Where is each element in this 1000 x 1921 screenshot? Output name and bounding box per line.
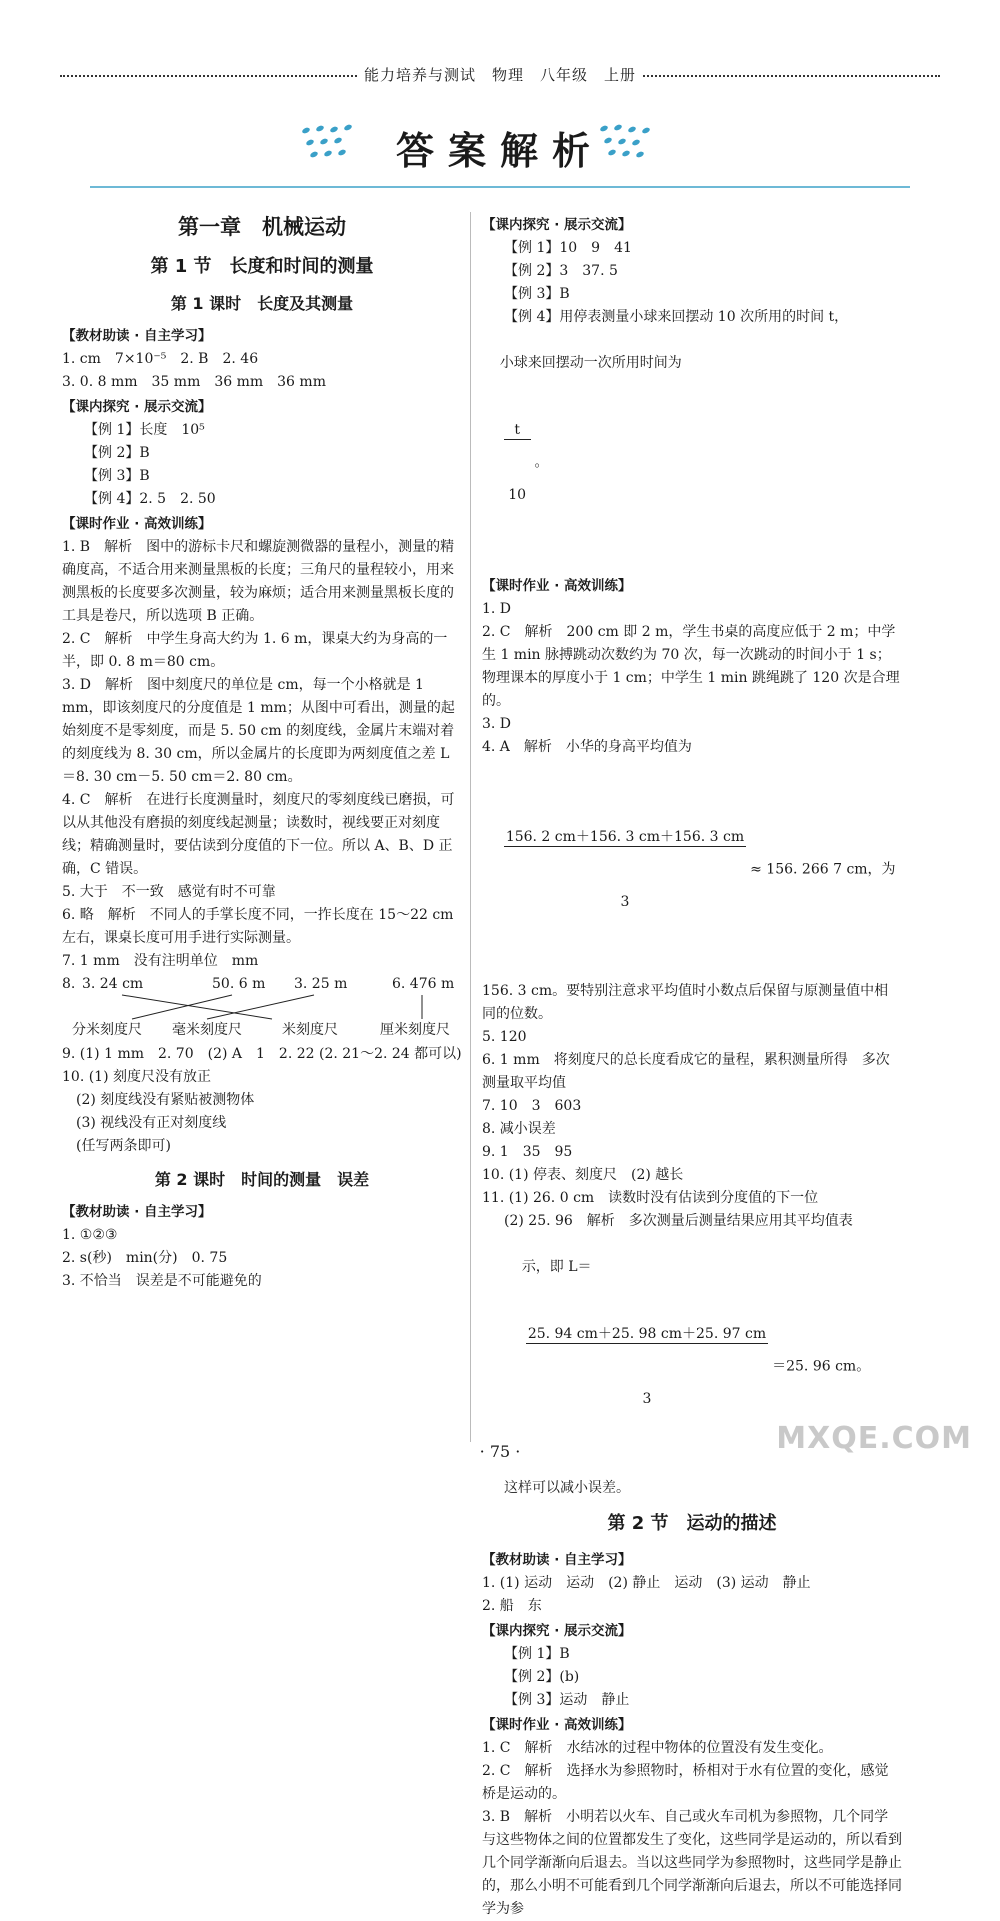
- answer-item: 2. C 解析 中学生身高大约为 1. 6 m，课桌大约为身高的一半，即 0. 8 m＝80 cm。: [62, 631, 448, 670]
- answer-item: 1. ①②③: [62, 1227, 118, 1243]
- answer-item: 3. B 解析 小明若以火车、自己或火车司机为参照物，几个同学与这些物体之间的位置都发生了变化，这些同学是运动的，所以看到几个同学渐渐向后退去。当以这些同学为参照物时，这些同学是静止的，那么小明不可能看到几个同学渐渐向后退去，所以不可能选择同学为参: [482, 1809, 902, 1917]
- answer-subitem: (任写两条即可): [76, 1138, 171, 1154]
- block-heading: 【教材助读 · 自主学习】: [62, 328, 212, 344]
- example-answer: 【例 3】B: [84, 468, 150, 484]
- answer-item: 10. (1) 停表、刻度尺 (2) 越长: [482, 1167, 684, 1183]
- example-answer: 【例 2】3 37. 5: [504, 263, 618, 279]
- answer-item: 4. A 解析 小华的身高平均值为: [482, 739, 692, 755]
- answer-item: 7. 1 mm 没有注明单位 mm: [62, 953, 259, 969]
- example-text: 小球来回摆动一次所用时间为: [499, 355, 682, 371]
- answer-item: 2. C 解析 200 cm 即 2 m，学生书桌的高度应低于 2 m；中学生 1 min 脉搏跳动次数约为 70 次，每一次跳动的时间小于 1 s；物理课本的厚度小于 1 cm；中学生 1 min 跳绳跳了 120 次是合理的。: [482, 624, 900, 709]
- answer-item: 2. s(秒) min(分) 0. 75: [62, 1250, 228, 1266]
- example-answer: 【例 4】用停表测量小球来回摆动 10 次所用的时间 t，: [504, 309, 849, 325]
- example-answer: 【例 1】B: [504, 1646, 570, 1662]
- section-title: 第 1 节 长度和时间的测量: [150, 256, 374, 277]
- match-bottom-item: 分米刻度尺: [72, 1022, 142, 1038]
- banner: [0, 120, 1000, 175]
- banner-rule: [90, 186, 910, 188]
- block-heading: 【课时作业 · 高效训练】: [482, 578, 632, 594]
- fraction-denominator: 10: [508, 487, 527, 503]
- example-answer-cont: 小球来回摆动一次所用时间为 $\frac{t}{10}$ 。: [482, 329, 902, 573]
- match-top-item: 3. 24 cm: [82, 976, 144, 992]
- example-answer: 【例 3】运动 静止: [504, 1692, 630, 1708]
- block-heading: 【课内探究 · 展示交流】: [482, 217, 632, 233]
- answer-item: 5. 大于 不一致 感觉有时不可靠: [62, 884, 276, 900]
- block-heading: 【教材助读 · 自主学习】: [482, 1552, 632, 1568]
- formula-line: [482, 759, 902, 980]
- chapter-title: 第一章 机械运动: [178, 215, 346, 239]
- section-title: 第 2 节 运动的描述: [607, 1513, 777, 1534]
- answer-item: 10. (1) 刻度尺没有放正: [62, 1069, 211, 1085]
- page-number: · 75 ·: [479, 1442, 521, 1461]
- answer-item: 1. B 解析 图中的游标卡尺和螺旋测微器的量程小，测量的精确度高，不适合用来测量黑板的长度；三角尺的量程较小，用来测黑板的长度要多次测量，较为麻烦；适合用来测量黑板长度的工具是卷尺，所以选项 B 正确。: [62, 539, 455, 624]
- left-column: [62, 212, 462, 1293]
- right-column: [482, 212, 902, 1921]
- answer-item: 5. 120: [482, 1029, 527, 1045]
- column-divider: [470, 212, 471, 1442]
- formula-result: ＝25. 96 cm。: [772, 1358, 871, 1375]
- answer-line: 1. cm 7×10⁻⁵ 2. B 2. 46: [62, 351, 259, 367]
- matching-diagram: [62, 973, 462, 1041]
- answer-subitem: (3) 视线没有正对刻度线: [76, 1115, 227, 1131]
- block-heading: 【教材助读 · 自主学习】: [62, 1204, 212, 1220]
- answer-line: 3. 0. 8 mm 35 mm 36 mm 36 mm: [62, 374, 326, 390]
- block-heading: 【课时作业 · 高效训练】: [62, 516, 212, 532]
- example-answer: 【例 4】2. 5 2. 50: [84, 491, 216, 507]
- answer-item: 7. 10 3 603: [482, 1098, 582, 1114]
- answer-subitem: (2) 25. 96 解析 多次测量后测量结果应用其平均值表: [504, 1213, 853, 1229]
- formula-prefix: 示，即 L＝: [521, 1259, 592, 1275]
- answer-item: 6. 略 解析 不同人的手掌长度不同，一拃长度在 15～22 cm 左右，课桌长度可用手进行实际测量。: [62, 907, 458, 946]
- banner-title: 答案解析: [395, 129, 604, 173]
- answer-item: 11. (1) 26. 0 cm 读数时没有估读到分度值的下一位: [482, 1190, 819, 1206]
- block-heading: 【课时作业 · 高效训练】: [482, 1717, 632, 1733]
- lesson-title: 第 2 课时 时间的测量 误差: [154, 1170, 370, 1189]
- answer-item: 3. D 解析 图中刻度尺的单位是 cm，每一个小格就是 1 mm，即该刻度尺的分度值是 1 mm；从图中可看出，测量的起始刻度不是零刻度，而是 5. 50 cm 的刻度线，金属片末端对着的刻度线为 8. 30 cm，所以金属片的长度即为两刻度值之差 L＝8. 30 cm－5. 50 cm＝2. 80 cm。: [62, 677, 455, 785]
- fraction-denominator: 3: [620, 894, 630, 910]
- match-top-item: 6. 476 m: [392, 976, 455, 992]
- answer-item: 9. (1) 1 mm 2. 70 (2) A 1 2. 22 (2. 21～2. 24 都可以): [62, 1046, 462, 1062]
- formula-result: ≈ 156. 266 7 cm，为: [750, 861, 896, 878]
- match-bottom-item: 厘米刻度尺: [380, 1022, 450, 1038]
- example-answer: 【例 1】长度 10⁵: [84, 422, 205, 438]
- answer-item: 2. 船 东: [482, 1598, 542, 1614]
- answer-item: 1. (1) 运动 运动 (2) 静止 运动 (3) 运动 静止: [482, 1575, 811, 1591]
- example-answer: 【例 1】10 9 41: [504, 240, 632, 256]
- answer-item: 6. 1 mm 将刻度尺的总长度看成它的量程，累积测量所得 多次测量取平均值: [482, 1052, 890, 1091]
- match-top-item: 3. 25 m: [294, 976, 348, 992]
- answer-item: 8. 减小误差: [482, 1121, 556, 1137]
- running-header: [60, 64, 940, 86]
- example-answer: 【例 3】B: [504, 286, 570, 302]
- answer-item: 3. 不恰当 误差是不可能避免的: [62, 1273, 262, 1289]
- match-bottom-item: 毫米刻度尺: [172, 1022, 242, 1038]
- matching-lines: [62, 991, 462, 1021]
- watermark: MXQE.COM: [776, 1421, 972, 1456]
- match-bottom-item: 米刻度尺: [282, 1022, 338, 1038]
- fraction-numerator: 25. 94 cm＋25. 98 cm＋25. 97 cm: [527, 1326, 767, 1342]
- fraction: [504, 782, 746, 957]
- running-title: 能力培养与测试 物理 八年级 上册: [358, 64, 642, 85]
- answer-item: 9. 1 35 95: [482, 1144, 573, 1160]
- answer-item: 2. C 解析 选择水为参照物时，桥相对于水有位置的变化，感觉桥是运动的。: [482, 1763, 889, 1802]
- answer-item: 3. D: [482, 716, 512, 732]
- answer-item: 1. D: [482, 601, 512, 617]
- matching-label: 8.: [62, 976, 76, 992]
- fraction-denominator: 3: [642, 1391, 652, 1407]
- match-top-item: 50. 6 m: [212, 976, 266, 992]
- fraction: [504, 375, 531, 550]
- fraction: [526, 1279, 768, 1454]
- answer-item: 1. C 解析 水结冰的过程中物体的位置没有发生变化。: [482, 1740, 833, 1756]
- example-answer: 【例 2】(b): [504, 1669, 580, 1685]
- answer-item: 4. C 解析 在进行长度测量时，刻度尺的零刻度线已磨损，可以从其他没有磨损的刻度线起测量；读数时，视线要正对刻度线；精确测量时，要估读到分度值的下一位。所以 A、B、D 正确，C 错误。: [62, 792, 455, 877]
- lesson-title: 第 1 课时 长度及其测量: [170, 294, 354, 313]
- answer-item: 156. 3 cm。要特别注意求平均值时小数点后保留与原测量值中相同的位数。: [482, 983, 889, 1022]
- answer-subitem: (2) 刻度线没有紧贴被测物体: [76, 1092, 255, 1108]
- example-answer: 【例 2】B: [84, 445, 150, 461]
- answer-subitem: 这样可以减小误差。: [504, 1480, 630, 1496]
- block-heading: 【课内探究 · 展示交流】: [62, 399, 212, 415]
- block-heading: 【课内探究 · 展示交流】: [482, 1623, 632, 1639]
- fraction-numerator: t: [504, 421, 531, 440]
- fraction-numerator: 156. 2 cm＋156. 3 cm＋156. 3 cm: [505, 829, 745, 845]
